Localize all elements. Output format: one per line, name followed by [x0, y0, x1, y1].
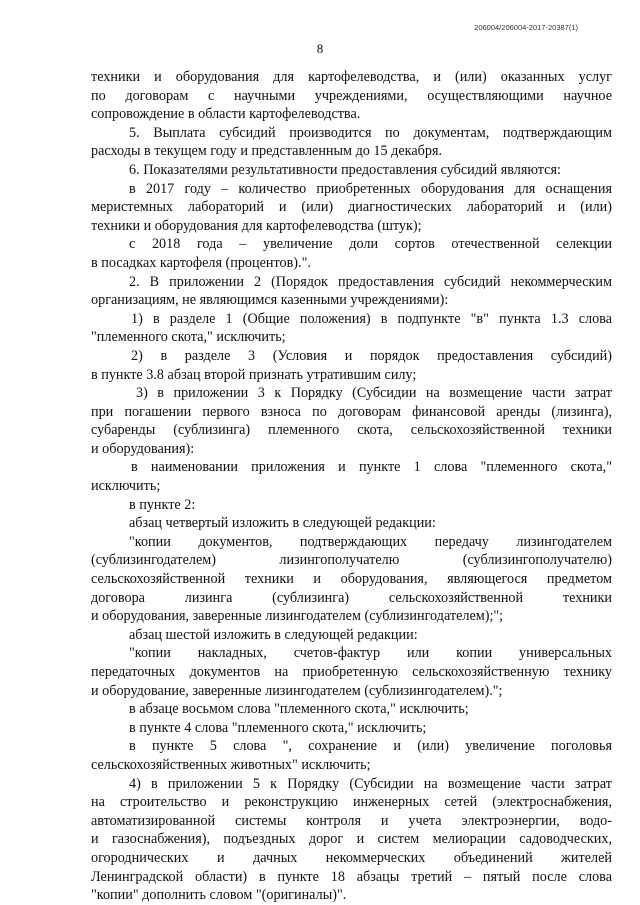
text-line: исключить; [91, 478, 161, 495]
text-line: техники и оборудования для картофелеводства (штук); [91, 217, 422, 234]
text-line: (сублизингодателем) лизингополучателю (сублизингополучателю) [91, 552, 612, 569]
text-line: в 2017 году – количество приобретенных оборудования для оснащения [129, 180, 612, 197]
text-line: передаточных документов на приобретенную сельскохозяйственную технику [91, 664, 612, 680]
text-line: абзац шестой изложить в следующей редакции: [129, 626, 418, 643]
text-line: "копии накладных, счетов-фактур или копии универсальных [129, 645, 612, 662]
text-line: огороднических и дачных некоммерческих объединений жителей [91, 849, 612, 866]
text-line: 6. Показателями результативности предоставления субсидий являются: [129, 161, 561, 178]
text-line: автоматизированной системы контроля и учета электроэнергии, водо- [91, 812, 612, 829]
text-line: и оборудования, заверенные лизингодателем (сублизингодателем);"; [91, 608, 504, 625]
text-line: в пункте 5 слова ", сохранение и (или) увеличение поголовья [129, 738, 612, 755]
text-line: организациям, не являющимся казенными учреждениями): [91, 292, 449, 309]
text-line: 2. В приложении 2 (Порядок предоставления субсидий некоммерческим [129, 273, 612, 290]
text-line: в наименовании приложения и пункте 1 слова "племенного скота," [131, 459, 612, 476]
text-line: "копии" дополнить словом "(оригиналы)". [91, 887, 347, 904]
text-line: 2) в разделе 3 (Условия и порядок предоставления субсидий) [131, 347, 612, 364]
text-line: при погашении первого взноса по договорам финансовой аренды (лизинга), [91, 403, 612, 420]
text-line: в пункте 2: [129, 496, 196, 513]
text-line: и оборудование, заверенные лизингодателем (сублизингодателем)."; [91, 682, 503, 699]
text-line: сопровождение в области картофелеводства. [91, 106, 361, 123]
text-line: Ленинградской области) в пункте 18 абзацы третий – пятый после слова [91, 868, 612, 885]
document-id: 206004/206004-2017-20387(1) [474, 23, 578, 32]
text-line: договора лизинга (сублизинга) сельскохозяйственной техники [91, 589, 612, 606]
text-line: 5. Выплата субсидий производится по документам, подтверждающим [129, 124, 612, 141]
text-line: техники и оборудования для картофелеводства, и (или) оказанных услуг [91, 69, 612, 85]
text-line: и газоснабжения), подъездных дорог и систем мелиорации садоводческих, [91, 831, 612, 848]
page-number: 8 [316, 41, 324, 56]
text-line: 1) в разделе 1 (Общие положения) в подпункте "в" пункта 1.3 слова [131, 310, 612, 327]
text-line: по договорам с научными учреждениями, осуществляющими научное [91, 87, 612, 104]
text-line: в пункте 3.8 абзац второй признать утратившим силу; [91, 366, 417, 383]
text-line: с 2018 года – увеличение доли сортов отечественной селекции [129, 236, 612, 253]
text-line: абзац четвертый изложить в следующей редакции: [129, 515, 436, 532]
text-line: в посадках картофеля (процентов).". [91, 254, 311, 271]
text-line: на строительство и реконструкцию инженерных сетей (электроснабжения, [91, 794, 612, 811]
text-line: сельскохозяйственной техники и оборудования, являющегося предметом [91, 571, 612, 588]
text-line: расходы в текущем году и представленным до 15 декабря. [91, 143, 443, 160]
text-line: в абзаце восьмом слова "племенного скота," исключить; [129, 701, 469, 718]
text-line: "племенного скота," исключить; [91, 329, 286, 346]
text-line: в пункте 4 слова "племенного скота," исключить; [129, 719, 427, 736]
document-body [91, 68, 612, 905]
text-line: субаренды (сублизинга) племенного скота, сельскохозяйственной техники [91, 422, 612, 439]
text-line: 4) в приложении 5 к Порядку (Субсидии на возмещение части затрат [129, 775, 612, 792]
text-line: "копии документов, подтверждающих передачу лизингодателем [129, 533, 612, 550]
text-line: и оборудования): [91, 440, 195, 457]
text-line: меристемных лабораторий и (или) диагностических лабораторий и (или) [91, 199, 612, 216]
text-line: 3) в приложении 3 к Порядку (Субсидии на возмещение части затрат [136, 385, 612, 402]
text-line: сельскохозяйственных животных" исключить; [91, 756, 371, 773]
